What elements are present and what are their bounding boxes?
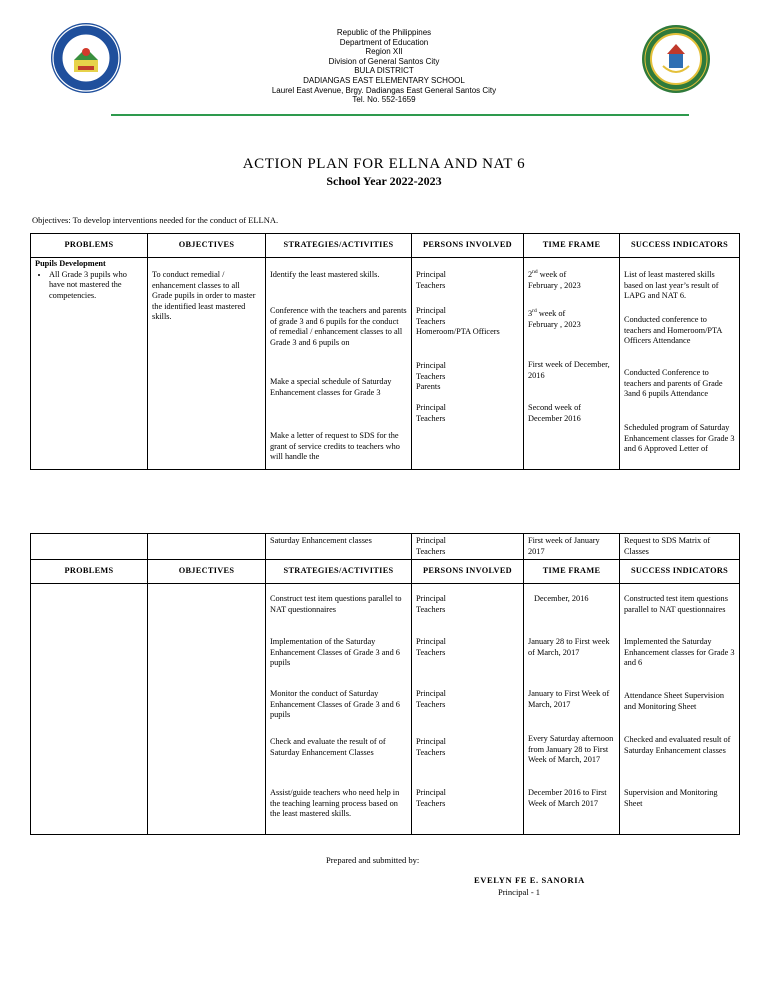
- signer-position: Principal - 1: [498, 887, 541, 897]
- header-strategies: STRATEGIES/ACTIVITIES: [266, 234, 412, 258]
- person-entry: Teachers: [416, 413, 446, 423]
- time-text: January to First Week of March, 2017: [528, 689, 610, 709]
- strategies-cell: [266, 258, 412, 470]
- action-plan-table-1: [30, 233, 740, 470]
- table-header-row: [31, 234, 740, 258]
- person-entry: Teachers: [416, 546, 446, 556]
- person-entry: Principal: [416, 403, 446, 412]
- objectives-cell: [148, 584, 266, 835]
- document-title: ACTION PLAN FOR ELLNA AND NAT 6: [242, 156, 526, 172]
- person-entry: Principal: [416, 637, 446, 647]
- prepared-by-label: Prepared and submitted by:: [326, 855, 420, 865]
- time-frame-cell: [524, 258, 620, 470]
- persons-cell: [412, 258, 524, 470]
- person-entry: Principal: [416, 594, 446, 604]
- time-text: December 2016 to First Week of March 2017: [528, 788, 607, 808]
- action-plan-table-2: [30, 533, 740, 835]
- letterhead-line: DADIANGAS EAST ELEMENTARY SCHOOL: [303, 75, 465, 85]
- time-frame-cell: First week of January 2017: [524, 534, 620, 560]
- header-success-indicators: SUCCESS INDICATORS: [620, 560, 740, 584]
- time-ordinal-suffix: nd: [532, 269, 538, 276]
- letterhead-line: Laurel East Avenue, Brgy. Dadiangas East General Santos City: [271, 85, 497, 95]
- person-entry: Principal: [416, 306, 446, 315]
- strategy-item: Assist/guide teachers who need help in the teaching learning process based on the least mastered skills.: [270, 788, 400, 819]
- problems-cell: [31, 584, 148, 835]
- person-entry: Principal: [416, 361, 446, 370]
- time-text: week of: [537, 270, 567, 279]
- time-text: December, 2016: [534, 594, 589, 604]
- person-entry: Principal: [416, 737, 446, 747]
- header-persons: PERSONS INVOLVED: [412, 234, 524, 258]
- signer-name: EVELYN FE E. SANORIA: [474, 875, 585, 885]
- time-frame-cell: [524, 584, 620, 835]
- header-strategies: STRATEGIES/ACTIVITIES: [266, 560, 412, 584]
- time-ordinal: 3: [528, 309, 533, 318]
- header-time-frame: TIME FRAME: [524, 560, 620, 584]
- strategy-item: Make a letter of request to SDS for the grant of service credits to teachers who will handle the: [270, 431, 400, 462]
- objectives-statement: Objectives: To develop interventions needed for the conduct of ELLNA.: [32, 215, 279, 225]
- indicator-item: Conducted conference to teachers and Homeroom/PTA Officers Attendance: [624, 315, 722, 346]
- person-entry: Teachers: [416, 747, 446, 757]
- person-entry: Teachers: [416, 316, 446, 326]
- letterhead-line: BULA DISTRICT: [354, 66, 414, 76]
- persons-cell: [412, 584, 524, 835]
- person-entry: Teachers: [416, 371, 446, 381]
- indicator-item: List of least mastered skills based on last year’s result of LAPG and NAT 6.: [624, 270, 719, 301]
- problem-heading: Pupils Development: [35, 259, 106, 268]
- indicator-item: Constructed test item questions parallel to NAT questionnaires: [624, 594, 728, 614]
- success-indicators-cell: [620, 258, 740, 470]
- letterhead-line: Division of General Santos City: [328, 56, 440, 66]
- person-entry: Teachers: [416, 699, 446, 709]
- table-header-row: [31, 560, 740, 584]
- person-entry: Principal: [416, 689, 446, 699]
- strategy-item: Implementation of the Saturday Enhancement Classes of Grade 3 and 6 pupils: [270, 637, 400, 668]
- person-entry: Teachers: [416, 798, 446, 808]
- indicator-item: Checked and evaluated result of Saturday Enhancement classes: [624, 735, 731, 755]
- table-row: [31, 584, 740, 835]
- objectives-cell: [148, 258, 266, 470]
- strategy-item: Make a special schedule of Saturday Enhancement classes for Grade 3: [270, 377, 392, 397]
- letterhead: [0, 28, 768, 105]
- time-text: week of: [536, 309, 566, 318]
- letterhead-divider: [111, 114, 689, 116]
- header-objectives: OBJECTIVES: [148, 234, 266, 258]
- letterhead-line: Tel. No. 552-1659: [352, 95, 416, 105]
- table-row: [31, 534, 740, 560]
- time-text: Every Saturday afternoon from January 28 to First Week of March, 2017: [528, 734, 614, 765]
- document-subtitle: School Year 2022-2023: [326, 174, 442, 188]
- letterhead-line: Republic of the Philippines: [336, 28, 432, 37]
- time-text: February , 2023: [528, 280, 581, 290]
- person-entry: Principal: [416, 270, 446, 279]
- header-problems: PROBLEMS: [31, 234, 148, 258]
- objective-text: To conduct remedial / enhancement classes to all Grade pupils in order to master the identified least mastered skills.: [152, 270, 256, 322]
- time-text: January 28 to First week of March, 2017: [528, 637, 610, 657]
- time-ordinal: 2: [528, 270, 533, 279]
- problems-cell: [31, 534, 148, 560]
- time-text: First week of December, 2016: [528, 360, 610, 380]
- person-entry: Teachers: [416, 280, 446, 290]
- header-persons: PERSONS INVOLVED: [412, 560, 524, 584]
- problem-bullet: • All Grade 3 pupils who have not mastered the competencies.: [49, 270, 143, 302]
- strategy-item: Construct test item questions parallel to NAT questionnaires: [270, 594, 402, 614]
- person-entry: Principal: [416, 788, 446, 798]
- header-problems: PROBLEMS: [31, 560, 148, 584]
- person-entry: Teachers: [416, 604, 446, 614]
- indicator-item: Supervision and Monitoring Sheet: [624, 788, 718, 808]
- strategy-item: Check and evaluate the result of of Saturday Enhancement Classes: [270, 737, 386, 757]
- problems-cell: [31, 258, 148, 470]
- time-ordinal-suffix: rd: [532, 308, 537, 315]
- time-text: Second week of December 2016: [528, 403, 581, 423]
- strategy-cell: Saturday Enhancement classes: [266, 534, 412, 560]
- person-entry: Principal: [416, 536, 446, 545]
- strategies-cell: [266, 584, 412, 835]
- letterhead-line: Region XII: [365, 47, 403, 57]
- strategy-item: Identify the least mastered skills.: [270, 270, 380, 279]
- letterhead-line: Department of Education: [339, 37, 429, 47]
- header-time-frame: TIME FRAME: [524, 234, 620, 258]
- table-row: [31, 258, 740, 470]
- indicator-item: Scheduled program of Saturday Enhancement classes for Grade 3 and 6 Approved Letter of: [624, 423, 735, 454]
- persons-cell: [412, 534, 524, 560]
- indicator-item: Conducted Conference to teachers and parents of Grade 3and 6 pupils Attendance: [624, 368, 723, 399]
- indicator-item: Implemented the Saturday Enhancement classes for Grade 3 and 6: [624, 637, 735, 668]
- header-success-indicators: SUCCESS INDICATORS: [620, 234, 740, 258]
- header-objectives: OBJECTIVES: [148, 560, 266, 584]
- success-indicators-cell: [620, 584, 740, 835]
- person-entry: Teachers: [416, 647, 446, 657]
- time-text: February , 2023: [528, 319, 581, 329]
- person-entry: Parents: [416, 382, 441, 392]
- success-indicator-cell: Request to SDS Matrix of Classes: [620, 534, 740, 560]
- strategy-item: Conference with the teachers and parents of grade 3 and 6 pupils for the conduct of remedial / enhancement classes to all Grade 3 and 6 pupils on: [270, 306, 407, 347]
- person-entry: Homeroom/PTA Officers: [416, 327, 500, 337]
- objectives-cell: [148, 534, 266, 560]
- indicator-item: Attendance Sheet Supervision and Monitoring Sheet: [624, 691, 725, 711]
- strategy-item: Monitor the conduct of Saturday Enhancement Classes of Grade 3 and 6 pupils: [270, 689, 400, 720]
